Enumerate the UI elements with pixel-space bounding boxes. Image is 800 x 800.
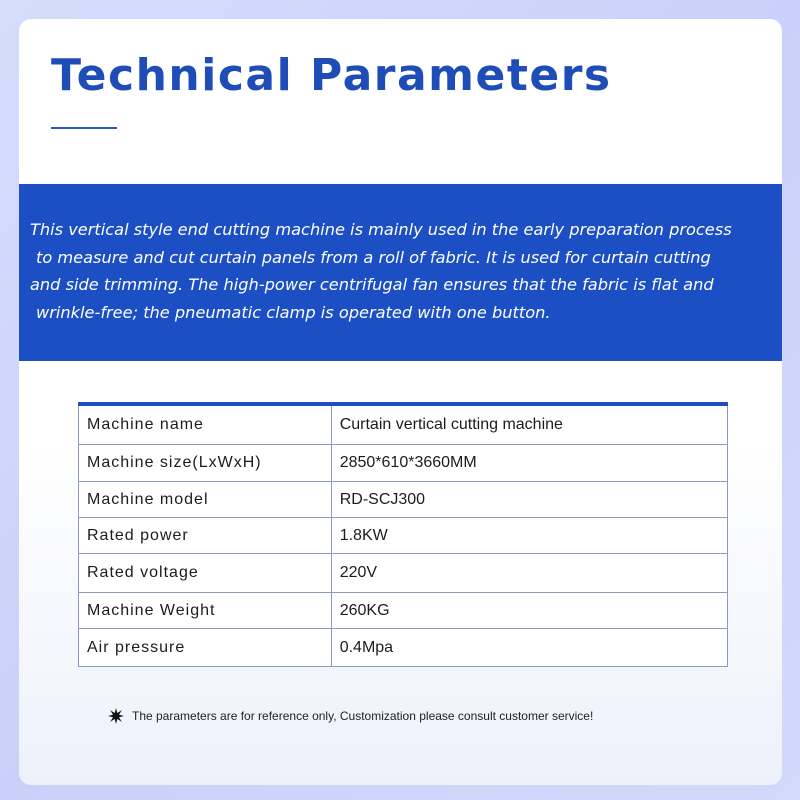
spec-label: Machine Weight [79,593,332,629]
spec-label: Machine name [79,404,332,445]
table-row [79,518,728,554]
table-row [79,554,728,593]
spec-value: 260KG [331,593,727,629]
spec-label: Machine model [79,482,332,518]
spec-label: Rated power [79,518,332,554]
description-text [30,216,778,326]
description-line: This vertical style end cutting machine is mainly used in the early preparation process [30,220,732,239]
spec-value: RD-SCJ300 [331,482,727,518]
star-burst-icon [108,708,124,724]
spec-label: Air pressure [79,629,332,667]
spec-table [78,402,728,667]
description-line: wrinkle-free; the pneumatic clamp is operated with one button. [36,302,551,322]
spec-value: 220V [331,554,727,593]
note-text: The parameters are for reference only, Customization please consult customer service! [132,709,594,723]
spec-value: 2850*610*3660MM [331,445,727,482]
page-title: Technical Parameters [51,50,612,101]
description-line: and side trimming. The high-power centrifugal fan ensures that the fabric is flat and [30,275,714,294]
table-row [79,482,728,518]
description-line: to measure and cut curtain panels from a roll of fabric. It is used for curtain cutting [36,247,711,267]
title-underline [51,127,117,129]
spec-label: Machine size(LxWxH) [79,445,332,482]
spec-label: Rated voltage [79,554,332,593]
table-row [79,593,728,629]
spec-value: 1.8KW [331,518,727,554]
reference-note [108,708,593,724]
table-row [79,445,728,482]
spec-value: 0.4Mpa [331,629,727,667]
table-row [79,629,728,667]
table-row [79,404,728,445]
spec-value: Curtain vertical cutting machine [331,404,727,445]
